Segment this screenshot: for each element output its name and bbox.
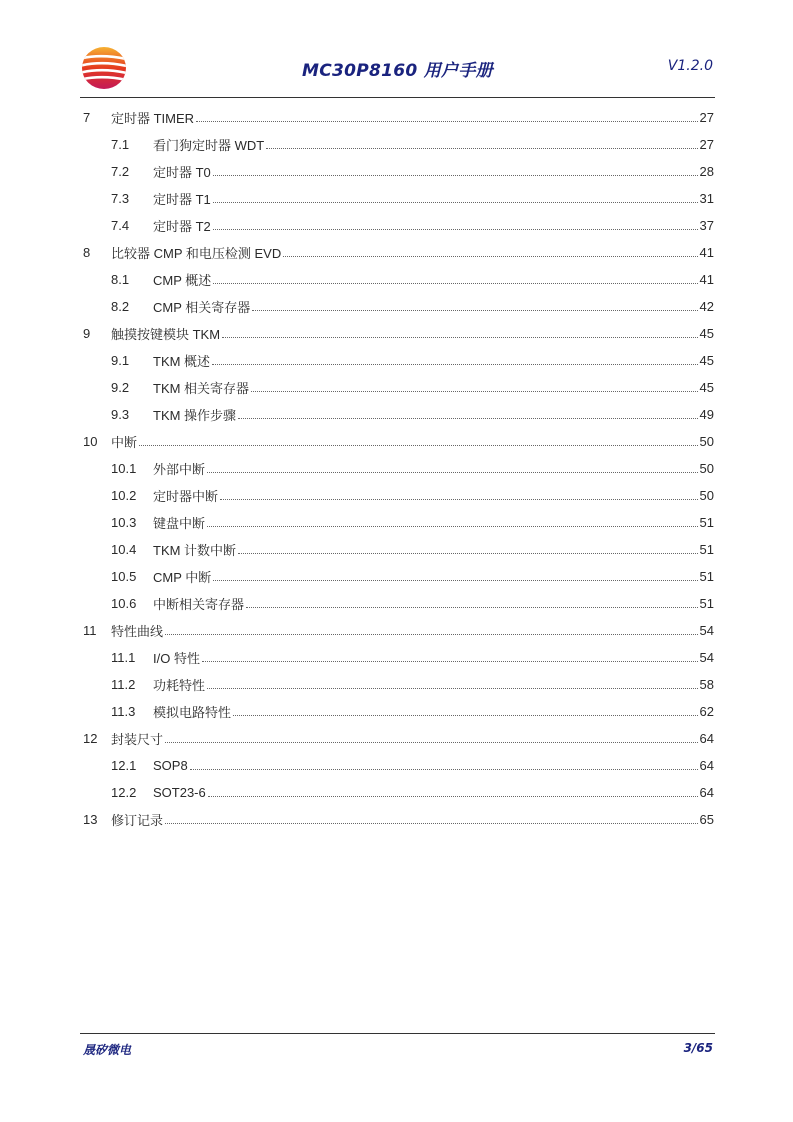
toc-entry-page: 50 [699, 434, 714, 449]
toc-entry-number: 8.2 [111, 299, 130, 314]
toc-entry-title: CMP 概述 [153, 273, 212, 288]
toc-entry-page: 64 [699, 731, 714, 746]
toc-dot-leader [139, 445, 698, 446]
toc-entry-title: 键盘中断 [153, 516, 206, 531]
toc-entry[interactable] [83, 347, 714, 374]
toc-entry-number: 12.2 [111, 785, 137, 800]
toc-entry-title: CMP 中断 [153, 570, 212, 585]
toc-entry-number: 11.2 [111, 677, 136, 692]
toc-entry[interactable] [83, 293, 714, 320]
toc-entry-title: TKM 计数中断 [153, 543, 237, 558]
toc-dot-leader [220, 499, 698, 500]
toc-entry-page: 51 [699, 515, 714, 530]
toc-dot-leader [238, 418, 697, 419]
toc-dot-leader [213, 283, 697, 284]
toc-entry[interactable] [83, 671, 714, 698]
toc-entry-number: 9 [83, 326, 91, 341]
toc-entry[interactable] [83, 617, 714, 644]
toc-entry-title: SOT23-6 [153, 785, 206, 800]
toc-entry[interactable] [83, 725, 714, 752]
toc-dot-leader [212, 364, 697, 365]
document-version: V1.2.0 [667, 58, 713, 74]
toc-entry-number: 10.6 [111, 596, 137, 611]
toc-dot-leader [165, 634, 698, 635]
toc-dot-leader [252, 310, 697, 311]
toc-entry-title: 定时器 TIMER [111, 111, 195, 126]
toc-entry-title: TKM 操作步骤 [153, 408, 237, 423]
toc-entry-title: 中断 [111, 435, 138, 450]
toc-entry-title: 定时器 T0 [153, 165, 211, 180]
toc-entry-page: 51 [699, 542, 714, 557]
toc-entry[interactable] [83, 644, 714, 671]
toc-dot-leader [190, 769, 698, 770]
toc-entry-number: 11.1 [111, 650, 136, 665]
toc-dot-leader [165, 742, 698, 743]
toc-dot-leader [222, 337, 697, 338]
toc-entry-title: 外部中断 [153, 462, 206, 477]
page-header [80, 42, 715, 98]
toc-entry-page: 49 [699, 407, 714, 422]
toc-entry-title: CMP 相关寄存器 [153, 300, 251, 315]
toc-entry-page: 64 [699, 785, 714, 800]
toc-entry-number: 10 [83, 434, 98, 449]
toc-entry-page: 41 [699, 245, 714, 260]
toc-entry-title: 触摸按键模块 TKM [111, 327, 221, 342]
toc-entry-page: 51 [699, 596, 714, 611]
toc-entry[interactable] [83, 239, 714, 266]
toc-entry-page: 62 [699, 704, 714, 719]
toc-entry[interactable] [83, 131, 714, 158]
toc-entry-page: 27 [699, 137, 714, 152]
toc-entry-page: 64 [699, 758, 714, 773]
toc-entry[interactable] [83, 779, 714, 806]
toc-dot-leader [165, 823, 698, 824]
toc-dot-leader [266, 148, 697, 149]
toc-entry-page: 41 [699, 272, 714, 287]
toc-entry-number: 10.4 [111, 542, 137, 557]
toc-entry-title: TKM 概述 [153, 354, 211, 369]
toc-entry-number: 8.1 [111, 272, 130, 287]
toc-entry-page: 31 [699, 191, 714, 206]
toc-entry[interactable] [83, 185, 714, 212]
toc-entry[interactable] [83, 509, 714, 536]
toc-entry-title: TKM 相关寄存器 [153, 381, 250, 396]
toc-entry-page: 45 [699, 380, 714, 395]
toc-entry-title: I/O 特性 [153, 651, 200, 666]
footer-divider [80, 1033, 715, 1034]
toc-entry-number: 10.3 [111, 515, 137, 530]
toc-entry-page: 65 [699, 812, 714, 827]
toc-entry-page: 51 [699, 569, 714, 584]
toc-dot-leader [208, 796, 698, 797]
toc-entry[interactable] [83, 104, 714, 131]
header-divider [80, 97, 715, 98]
toc-entry-page: 45 [699, 326, 714, 341]
toc-entry[interactable] [83, 563, 714, 590]
toc-dot-leader [207, 688, 698, 689]
toc-entry-page: 54 [699, 623, 714, 638]
toc-entry[interactable] [83, 698, 714, 725]
toc-entry-page: 28 [699, 164, 714, 179]
toc-entry-page: 54 [699, 650, 714, 665]
toc-entry-number: 7.4 [111, 218, 130, 233]
toc-entry-title: 定时器中断 [153, 489, 219, 504]
toc-entry-title: 中断相关寄存器 [153, 597, 245, 612]
toc-entry-number: 9.3 [111, 407, 130, 422]
table-of-contents [83, 104, 714, 833]
toc-dot-leader [213, 580, 697, 581]
toc-entry-title: 封装尺寸 [111, 732, 164, 747]
toc-dot-leader [213, 229, 698, 230]
toc-dot-leader [207, 472, 698, 473]
toc-entry-page: 45 [699, 353, 714, 368]
toc-entry[interactable] [83, 482, 714, 509]
toc-entry-page: 50 [699, 488, 714, 503]
toc-dot-leader [238, 553, 697, 554]
document-title: MC30P8160 用户手册 [302, 61, 493, 81]
toc-entry[interactable] [83, 266, 714, 293]
toc-entry[interactable] [83, 536, 714, 563]
toc-entry-number: 9.1 [111, 353, 130, 368]
toc-entry[interactable] [83, 158, 714, 185]
toc-entry-title: 功耗特性 [153, 678, 206, 693]
toc-entry-number: 8 [83, 245, 91, 260]
toc-dot-leader [283, 256, 697, 257]
toc-dot-leader [246, 607, 698, 608]
toc-dot-leader [202, 661, 698, 662]
toc-entry-number: 7 [83, 110, 91, 125]
toc-dot-leader [196, 121, 697, 122]
toc-entry-number: 10.2 [111, 488, 137, 503]
toc-entry-title: 看门狗定时器 WDT [153, 138, 265, 153]
toc-entry-number: 13 [83, 812, 98, 827]
toc-entry-number: 11 [83, 623, 97, 638]
toc-entry-number: 9.2 [111, 380, 130, 395]
toc-entry-number: 10.1 [111, 461, 137, 476]
toc-entry-title: 模拟电路特性 [153, 705, 232, 720]
toc-entry[interactable] [83, 806, 714, 833]
toc-entry-number: 12 [83, 731, 98, 746]
toc-dot-leader [207, 526, 698, 527]
toc-entry[interactable] [83, 401, 714, 428]
toc-dot-leader [213, 175, 698, 176]
toc-entry[interactable] [83, 320, 714, 347]
toc-entry[interactable] [83, 752, 714, 779]
toc-entry-page: 37 [699, 218, 714, 233]
toc-entry-page: 50 [699, 461, 714, 476]
toc-entry-title: 修订记录 [111, 813, 164, 828]
toc-entry-number: 7.1 [111, 137, 130, 152]
toc-entry-title: 定时器 T2 [153, 219, 211, 234]
toc-entry-number: 10.5 [111, 569, 137, 584]
toc-dot-leader [251, 391, 697, 392]
toc-dot-leader [213, 202, 698, 203]
toc-entry-number: 7.3 [111, 191, 130, 206]
toc-entry[interactable] [83, 428, 714, 455]
toc-entry[interactable] [83, 374, 714, 401]
toc-entry-page: 58 [699, 677, 714, 692]
toc-entry-page: 42 [699, 299, 714, 314]
toc-entry-title: 特性曲线 [111, 624, 164, 639]
toc-entry-number: 11.3 [111, 704, 136, 719]
toc-entry-title: SOP8 [153, 758, 188, 773]
toc-entry-number: 12.1 [111, 758, 137, 773]
toc-entry-title: 比较器 CMP 和电压检测 EVD [111, 246, 282, 261]
toc-entry[interactable] [83, 590, 714, 617]
toc-entry[interactable] [83, 455, 714, 482]
footer-company-name: 晟矽微电 [83, 1043, 132, 1057]
toc-dot-leader [233, 715, 698, 716]
toc-entry-title: 定时器 T1 [153, 192, 211, 207]
footer-page-number: 3/65 [683, 1041, 713, 1055]
toc-entry[interactable] [83, 212, 714, 239]
toc-entry-page: 27 [699, 110, 714, 125]
toc-entry-number: 7.2 [111, 164, 130, 179]
